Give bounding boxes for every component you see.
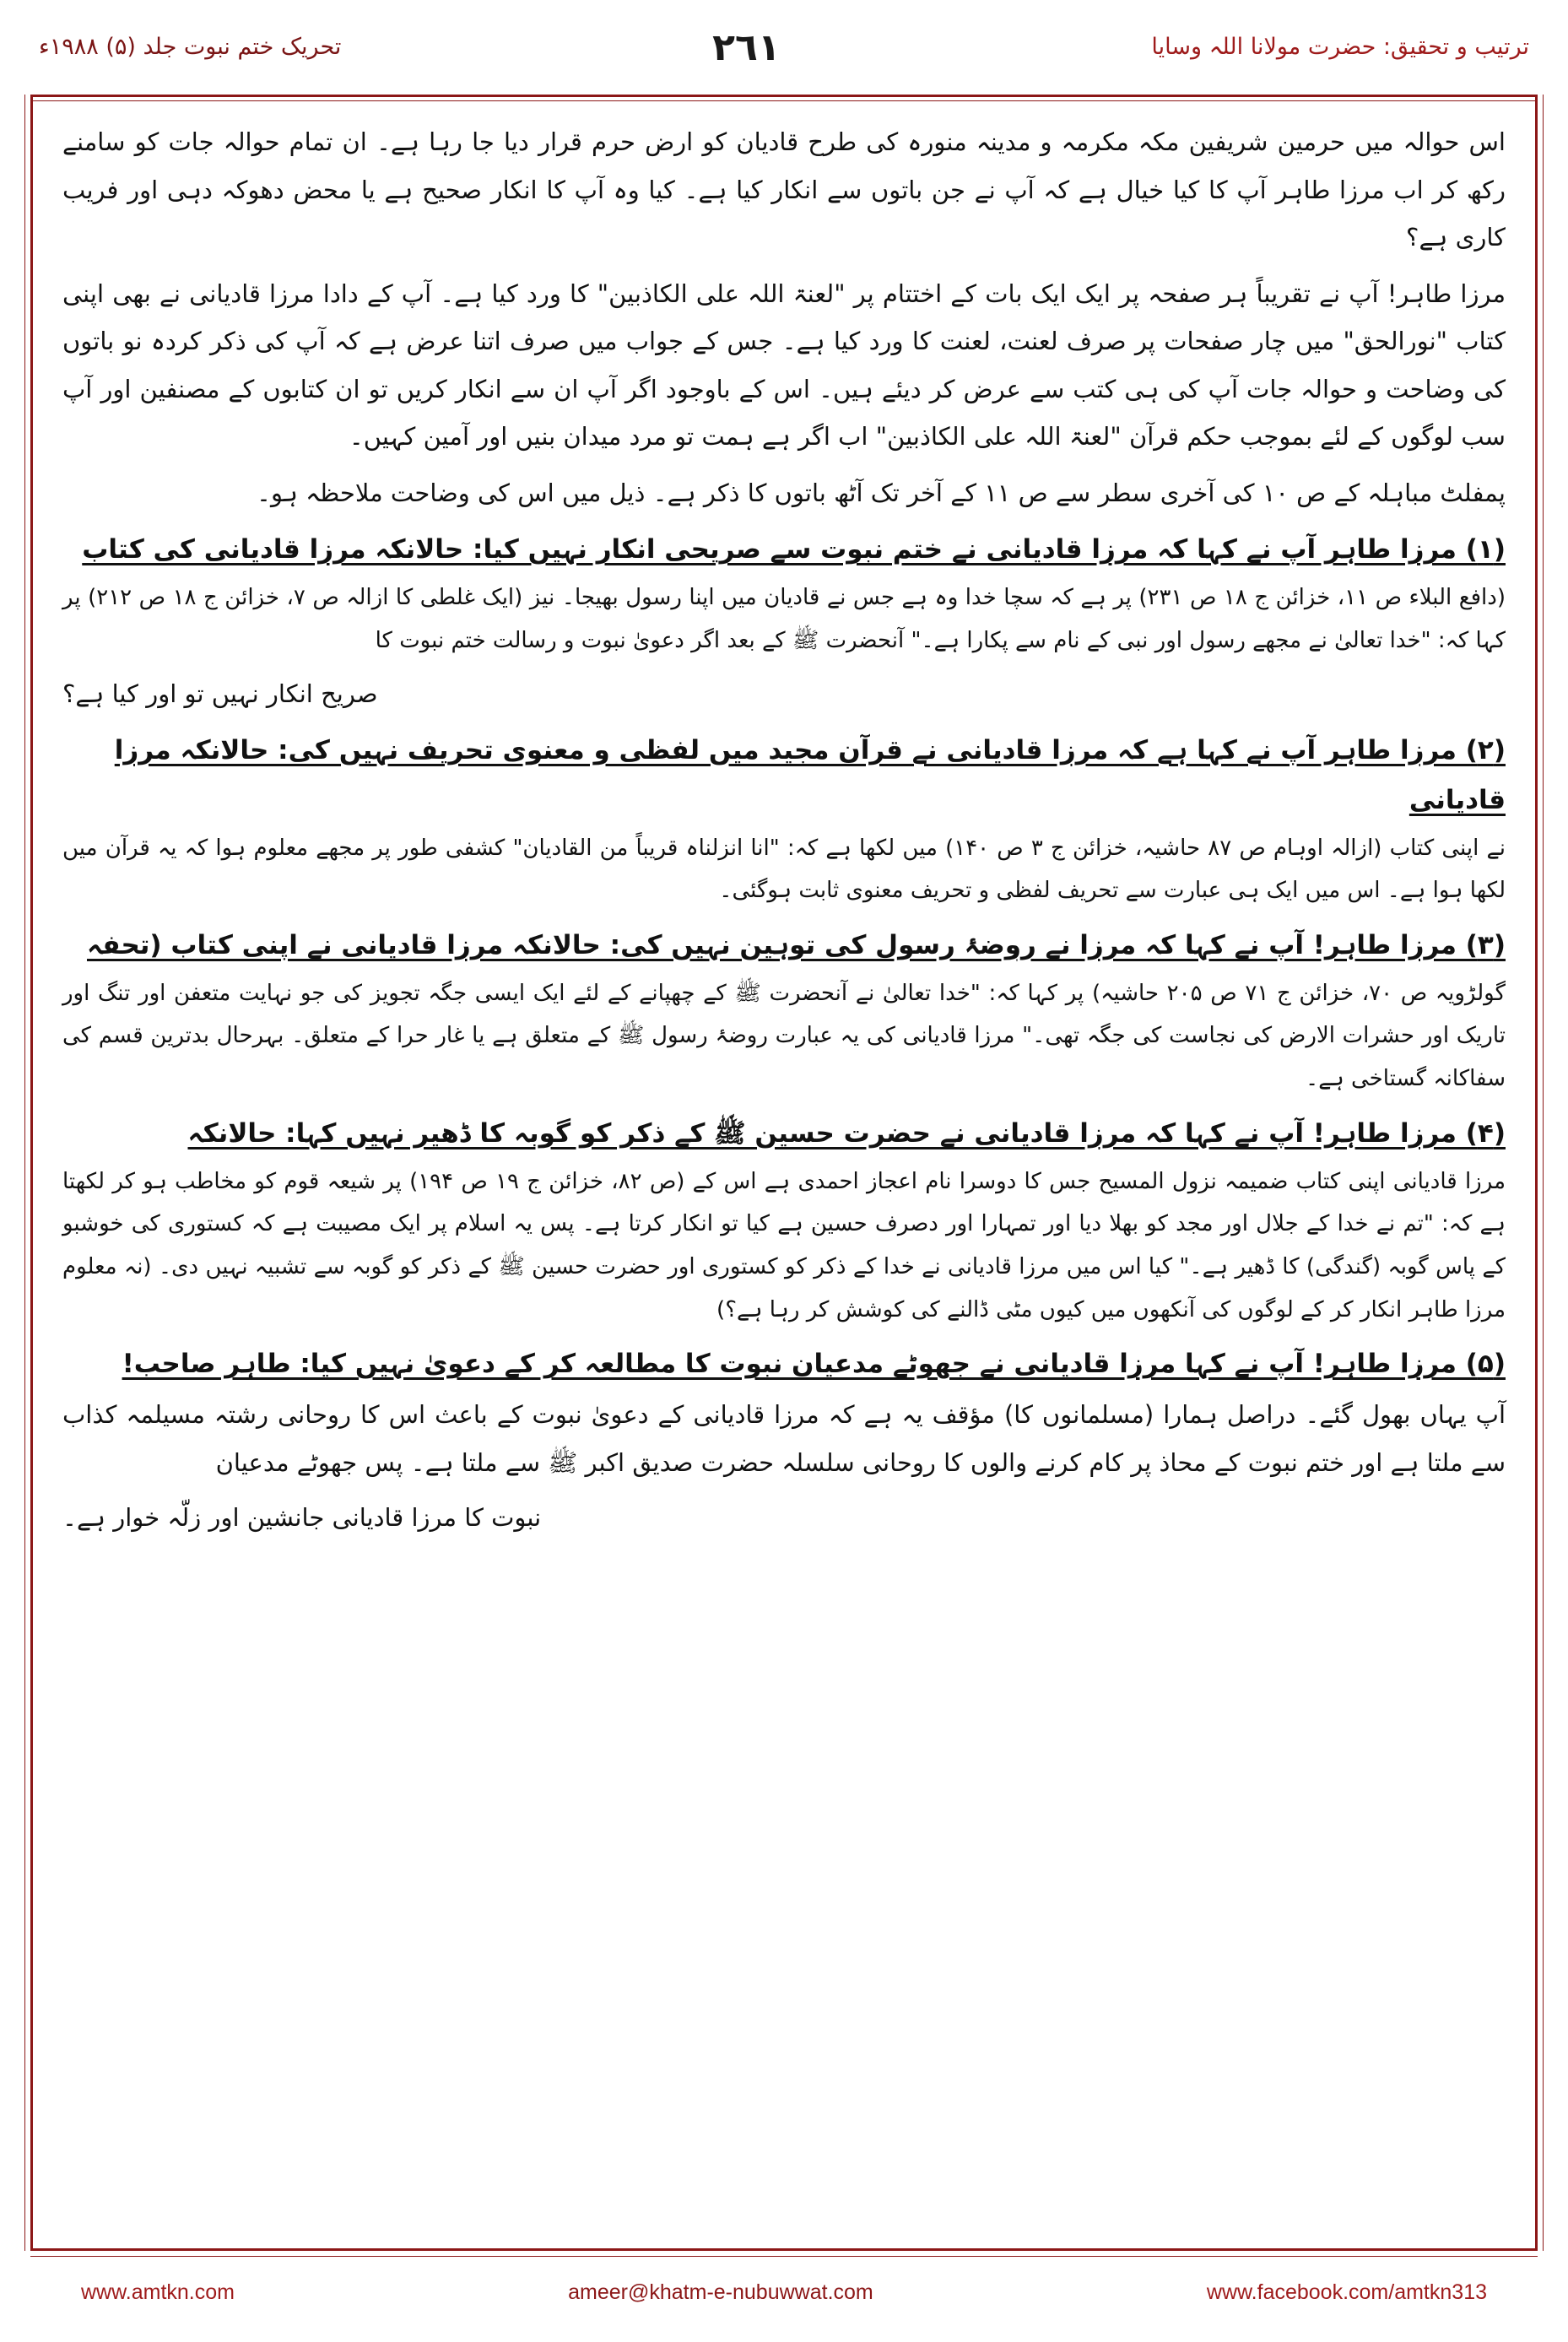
item-1-body: (دافع البلاء ص ۱۱، خزائن ج ۱۸ ص ۲۳۱) پر ہے کہ سچا خدا وہ ہے جس نے قادیان میں اپنا رسول بھیجا۔ نیز (ایک غلطی کا ازالہ ص ۷، خزائن ج ۱۸ ص ۲۱۲) پر کہا کہ: "خدا تعالیٰ نے مجھے رسول اور نبی کے نام سے پکارا ہے۔" آنحضرت ﷺ کے بعد اگر دعویٰ نبوت و رسالت ختم نبوت کا	[62, 585, 1506, 653]
footer-divider	[30, 2248, 1538, 2251]
page-footer	[30, 2264, 1538, 2320]
page-header	[0, 0, 1568, 95]
footer-facebook-link[interactable]: www.facebook.com/amtkn313	[1206, 2280, 1487, 2304]
header-right-text: ترتیب و تحقیق: حضرت مولانا اللہ وسایا	[1151, 34, 1529, 61]
item-2-heading	[62, 726, 1506, 825]
item-1-tail: صریح انکار نہیں تو اور کیا ہے؟	[62, 679, 378, 708]
item-4-body: مرزا قادیانی اپنی کتاب ضمیمہ نزول المسیح جس کا دوسرا نام اعجاز احمدی ہے اس کے (ص ۸۲، خزائن ج ۱۹ ص ۱۹۴) پر شیعہ قوم کو مخاطب ہو کر لکھتا ہے کہ: "تم نے خدا کے جلال اور مجد کو بھلا دیا اور تمہارا اور دصرف حسین ہے کیا تو انکار کرتا ہے۔ پس یہ اسلام پر ایک مصیبت ہے کہ کستوری کی خوشبو کے پاس گوبہ (گندگی) کا ڈھیر ہے۔" کیا اس میں مرزا قادیانی نے خدا کے ذکر کو کستوری اور حضرت حسین ﷺ کے ذکر کو گوبہ سے تشبیہ نہیں دی۔ (نہ معلوم مرزا طاہر انکار کر کے لوگوں کی آنکھوں میں کیوں مٹی ڈالنے کی کوشش کر رہا ہے؟)	[62, 1168, 1506, 1322]
border-left-thin	[24, 95, 25, 2251]
page-content	[51, 118, 1517, 2241]
paragraph-3: پمفلٹ مباہلہ کے ص ۱۰ کی آخری سطر سے ص ۱۱ کے آخر تک آٹھ باتوں کا ذکر ہے۔ ذیل میں اس کی وضاحت ملاحظہ ہو۔	[256, 478, 1506, 507]
header-divider	[30, 95, 1538, 97]
footer-divider-thin	[30, 2256, 1538, 2257]
footer-email-link[interactable]: ameer@khatm-e-nubuwwat.com	[568, 2280, 873, 2304]
footer-website-link[interactable]: www.amtkn.com	[81, 2280, 235, 2304]
border-right-thin	[1543, 95, 1544, 2251]
item-5-body: آپ یہاں بھول گئے۔ دراصل ہمارا (مسلمانوں کا) مؤقف یہ ہے کہ مرزا قادیانی کے دعویٰ نبوت کے باعث اس کا روحانی رشتہ مسیلمہ کذاب سے ملتا ہے اور ختم نبوت کے محاذ پر کام کرنے والوں کا روحانی سلسلہ حضرت صدیق اکبر ﷺ سے ملتا ہے۔ پس جھوٹے مدعیان	[62, 1400, 1506, 1477]
item-1-heading	[62, 525, 1506, 575]
item-3-heading	[62, 921, 1506, 971]
item-1-heading-text: (۱) مرزا طاہر آپ نے کہا کہ مرزا قادیانی نے ختم نبوت سے صریحی انکار نہیں کیا: حالانکہ مرزا قادیانی کی کتاب	[82, 534, 1506, 565]
item-5-tail: نبوت کا مرزا قادیانی جانشین اور زلّہ خوار ہے۔	[62, 1503, 542, 1533]
item-3-heading-text: (۳) مرزا طاہر! آپ نے کہا کہ مرزا نے روضۂ رسول کی توہین نہیں کی: حالانکہ مرزا قادیانی نے اپنی کتاب (تحفہ	[86, 929, 1506, 960]
paragraph-1: اس حوالہ میں حرمین شریفین مکہ مکرمہ و مدینہ منورہ کی طرح قادیان کو ارض حرم قرار دیا جا رہا ہے۔ ان تمام حوالہ جات کو سامنے رکھ کر اب مرزا طاہر آپ کا کیا خیال ہے کہ آپ نے جن باتوں سے انکار کیا ہے۔ کیا وہ آپ کا انکار صحیح ہے یا محض دھوکہ دہی اور فریب کاری ہے؟	[62, 127, 1506, 252]
item-2-heading-text: (۲) مرزا طاہر آپ نے کہا ہے کہ مرزا قادیانی نے قرآن مجید میں لفظی و معنوی تحریف نہیں کی: حالانکہ مرزا قادیانی	[114, 734, 1506, 815]
item-5-heading	[62, 1339, 1506, 1389]
item-5-heading-text: (۵) مرزا طاہر! آپ نے کہا مرزا قادیانی نے جھوٹے مدعیان نبوت کا مطالعہ کر کے دعویٰ نہیں کیا: طاہر صاحب!	[122, 1349, 1506, 1380]
item-3-body: گولڑویہ ص ۷۰، خزائن ج ۷۱ ص ۲۰۵ حاشیہ) پر کہا کہ: "خدا تعالیٰ نے آنحضرت ﷺ کے چھپانے کے لئے ایک ایسی جگہ تجویز کی جو نہایت متعفن اور تنگ اور تاریک اور حشرات الارض کی نجاست کی جگہ تھی۔" مرزا قادیانی کی یہ عبارت روضۂ رسول ﷺ کے متعلق ہے یا غار حرا کے متعلق۔ بہرحال بدترین قسم کی سفاکانہ گستاخی ہے۔	[62, 980, 1506, 1092]
page-number: ۲٦۱	[712, 25, 781, 69]
item-4-heading-text: (۴) مرزا طاہر! آپ نے کہا کہ مرزا قادیانی نے حضرت حسین ﷺ کے ذکر کو گوبہ کا ڈھیر نہیں کہا: حالانکہ	[187, 1117, 1506, 1149]
header-left-text: تحریک ختم نبوت جلد (۵) ۱۹۸۸ء	[39, 34, 342, 61]
border-left	[30, 95, 33, 2251]
item-2-body: نے اپنی کتاب (ازالہ اوہام ص ۸۷ حاشیہ، خزائن ج ۳ ص ۱۴۰) میں لکھا ہے کہ: "انا انزلناہ قریباً من القادیان" کشفی طور پر مجھے معلوم ہوا کہ یہ قرآن میں لکھا ہوا ہے۔ اس میں ایک ہی عبارت سے تحریف لفظی و تحریف معنوی ثابت ہوگئی۔	[62, 835, 1506, 904]
item-4-heading	[62, 1109, 1506, 1159]
paragraph-2: مرزا طاہر! آپ نے تقریباً ہر صفحہ پر ایک ایک بات کے اختتام پر "لعنۃ اللہ علی الکاذبین" کا ورد کیا ہے۔ آپ کے دادا مرزا قادیانی نے بھی اپنی کتاب "نورالحق" میں چار صفحات پر صرف لعنت، لعنت کا ورد کیا ہے۔ جس کے جواب میں صرف اتنا عرض ہے کہ آپ کی ذکر کردہ نو باتوں کی وضاحت و حوالہ جات آپ کی ہی کتب سے عرض کر دیئے ہیں۔ اس کے باوجود اگر آپ ان سے انکار کریں تو ان کتابوں کے مصنفین اور آپ سب لوگوں کے لئے بموجب حکم قرآن "لعنۃ اللہ علی الکاذبین" اب اگر ہے ہمت تو مرد میدان بنیں اور آمین کہیں۔	[62, 279, 1506, 452]
header-divider-thin	[30, 100, 1538, 101]
border-right	[1535, 95, 1538, 2251]
